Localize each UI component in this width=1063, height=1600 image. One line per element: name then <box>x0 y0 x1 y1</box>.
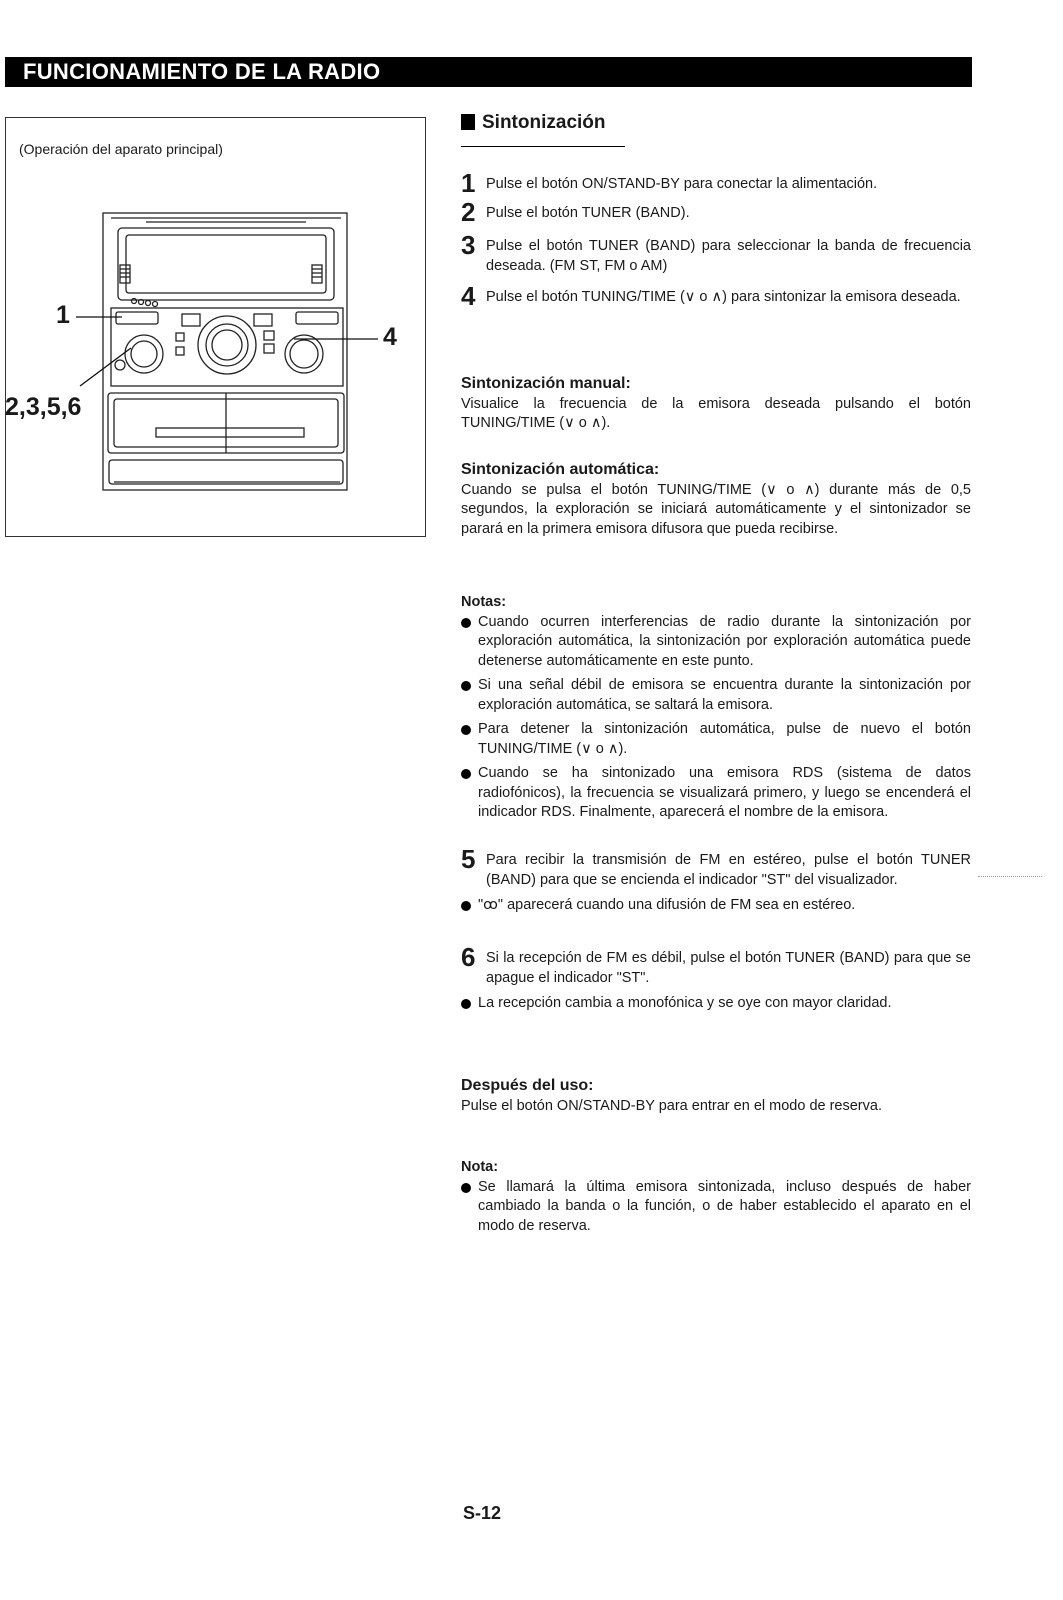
after-use <box>461 1076 971 1116</box>
automatic-tuning <box>461 460 971 539</box>
automatic-title: Sintonización automática: <box>461 461 660 478</box>
callout-1: 1 <box>56 301 70 329</box>
margin-mark <box>978 876 1042 877</box>
final-note-text: Se llamará la última emisora sintonizada, incluso después de haber cambiado la banda o la función, o de haber establecido el aparato en el modo de reserva. <box>478 1178 971 1234</box>
note-item <box>461 720 971 759</box>
bullet-icon <box>461 725 471 735</box>
step-4 <box>461 281 971 311</box>
step-2 <box>461 197 971 227</box>
callout-2-3-5-6: 2,3,5,6 <box>5 393 82 421</box>
bullet-icon <box>461 901 471 911</box>
automatic-text: Cuando se pulsa el botón TUNING/TIME (∨ o ∧) durante más de 0,5 segundos, la exploración se iniciará automáticamente y el sintonizador se parará en la primera emisora difusora que pueda recibirse. <box>461 481 971 537</box>
step-number: 5 <box>461 844 476 874</box>
step-3 <box>461 230 971 276</box>
section-title: Sintonización <box>482 112 606 133</box>
section-heading <box>461 112 606 134</box>
step-text: Pulse el botón ON/STAND-BY para conectar la alimentación. <box>486 176 878 192</box>
step-text: Si la recepción de FM es débil, pulse el botón TUNER (BAND) para que se apague el indicador "ST". <box>486 950 971 986</box>
final-note <box>461 1158 971 1241</box>
note-item <box>461 764 971 823</box>
note-text: Cuando se ha sintonizado una emisora RDS (sistema de datos radiofónicos), la frecuencia se visualizará primero, y luego se encenderá el indicador RDS. Finalmente, aparecerá el nombre de la emisora. <box>478 765 971 820</box>
step-number: 4 <box>461 281 476 311</box>
note-item <box>461 676 971 715</box>
note-text: Si una señal débil de emisora se encuentra durante la sintonización por exploración automática, se saltará la emisora. <box>478 677 971 713</box>
after-use-text: Pulse el botón ON/STAND-BY para entrar en el modo de reserva. <box>461 1097 882 1114</box>
step-6-block <box>461 942 971 1019</box>
step-number: 3 <box>461 230 476 260</box>
after-use-title: Después del uso: <box>461 1077 594 1094</box>
bullet-icon <box>461 618 471 628</box>
step-text: Pulse el botón TUNING/TIME (∨ o ∧) para sintonizar la emisora deseada. <box>486 289 961 305</box>
bullet-icon <box>461 681 471 691</box>
step-1 <box>461 168 971 198</box>
step-text: Pulse el botón TUNER (BAND) para seleccionar la banda de frecuencia deseada. (FM ST, FM o AM) <box>486 238 971 274</box>
step-6 <box>461 942 971 988</box>
step-text: Pulse el botón TUNER (BAND). <box>486 205 690 221</box>
final-note-item <box>461 1178 971 1237</box>
step-5 <box>461 844 971 890</box>
page-number: S-12 <box>463 1503 502 1523</box>
manual-text: Visualice la frecuencia de la emisora deseada pulsando el botón TUNING/TIME (∨ o ∧). <box>461 395 971 431</box>
step-5-note-text: "ꝏ" aparecerá cuando una difusión de FM sea en estéreo. <box>478 897 856 913</box>
note-text: Cuando ocurren interferencias de radio durante la sintonización por exploración automática, la sintonización por exploración automática puede detenerse automáticamente en este punto. <box>478 613 971 669</box>
steps-top <box>461 168 971 311</box>
step-6-note-text: La recepción cambia a monofónica y se oye con mayor claridad. <box>478 995 892 1011</box>
section-rule <box>461 146 625 147</box>
manual-title: Sintonización manual: <box>461 375 631 392</box>
figure-caption: (Operación del aparato principal) <box>19 141 223 157</box>
step-6-note <box>461 994 971 1014</box>
figure-box <box>5 117 426 537</box>
bullet-icon <box>461 769 471 779</box>
manual-tuning <box>461 374 971 434</box>
bullet-icon <box>461 1183 471 1193</box>
step-number: 1 <box>461 168 476 198</box>
step-number: 6 <box>461 942 476 972</box>
square-bullet-icon <box>461 114 475 130</box>
final-note-title: Nota: <box>461 1159 499 1175</box>
callout-4: 4 <box>383 323 397 351</box>
step-5-block <box>461 844 971 921</box>
step-number: 2 <box>461 197 476 227</box>
header-bar <box>5 57 972 87</box>
note-text: Para detener la sintonización automática, pulse de nuevo el botón TUNING/TIME (∨ o ∧). <box>478 721 971 757</box>
note-item <box>461 613 971 672</box>
page-title: FUNCIONAMIENTO DE LA RADIO <box>23 59 381 84</box>
notes-section <box>461 593 971 828</box>
step-text: Para recibir la transmisión de FM en estéreo, pulse el botón TUNER (BAND) para que se encienda el indicador "ST" del visualizador. <box>486 852 971 888</box>
notes-title: Notas: <box>461 594 507 610</box>
bullet-icon <box>461 999 471 1009</box>
step-5-note <box>461 896 971 916</box>
